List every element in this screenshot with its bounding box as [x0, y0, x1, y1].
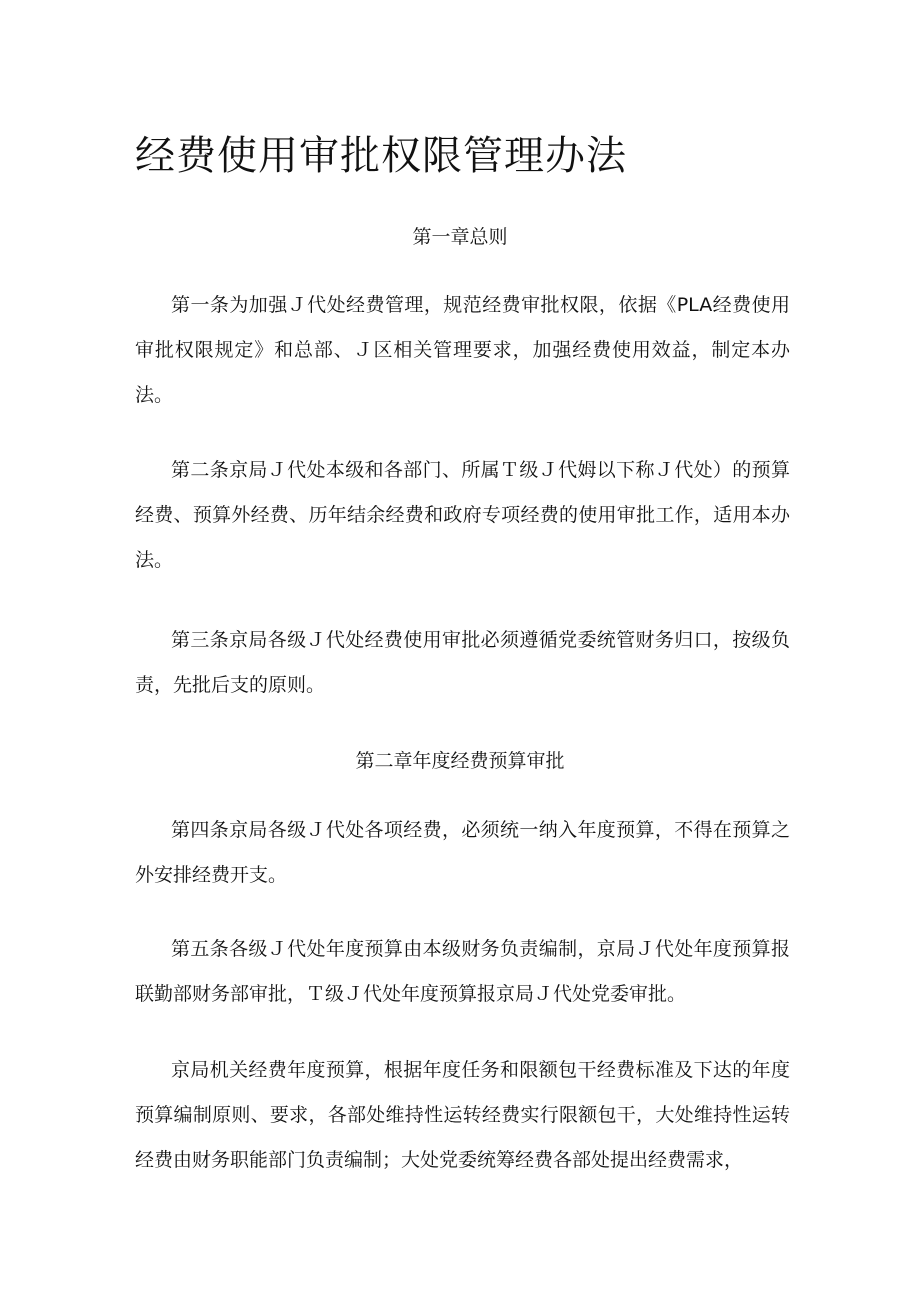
article-3: 第三条京局各级Ｊ代处经费使用审批必须遵循党委统管财务归口，按级负责，先批后支的原则。	[135, 629, 790, 696]
article-1: 第一条为加强Ｊ代处经费管理，规范经费审批权限，依据《PLA经费使用审批权限规定》和总部、Ｊ区相关管理要求，加强经费使用效益，制定本办法。	[135, 294, 790, 406]
article-4: 第四条京局各级Ｊ代处各项经费，必须统一纳入年度预算，不得在预算之外安排经费开支。	[135, 819, 790, 886]
article-5: 第五条各级Ｊ代处年度预算由本级财务负责编制，京局Ｊ代处年度预算报联勤部财务部审批，Ｔ级Ｊ代处年度预算报京局Ｊ代处党委审批。	[135, 938, 790, 1005]
document-title: 经费使用审批权限管理办法	[135, 133, 627, 179]
chapter-heading-2: 第二章年度经费预算审批	[355, 750, 565, 772]
article-2: 第二条京局Ｊ代处本级和各部门、所属Ｔ级Ｊ代姆以下称Ｊ代处）的预算经费、预算外经费、历年结余经费和政府专项经费的使用审批工作，适用本办法。	[135, 459, 790, 571]
budget-paragraph: 京局机关经费年度预算，根据年度任务和限额包干经费标准及下达的年度预算编制原则、要求，各部处维持性运转经费实行限额包干，大处维持性运转经费由财务职能部门负责编制；大处党委统筹经费各部处提出经费需求，	[135, 1059, 790, 1171]
chapter-heading-1: 第一章总则	[412, 226, 508, 248]
